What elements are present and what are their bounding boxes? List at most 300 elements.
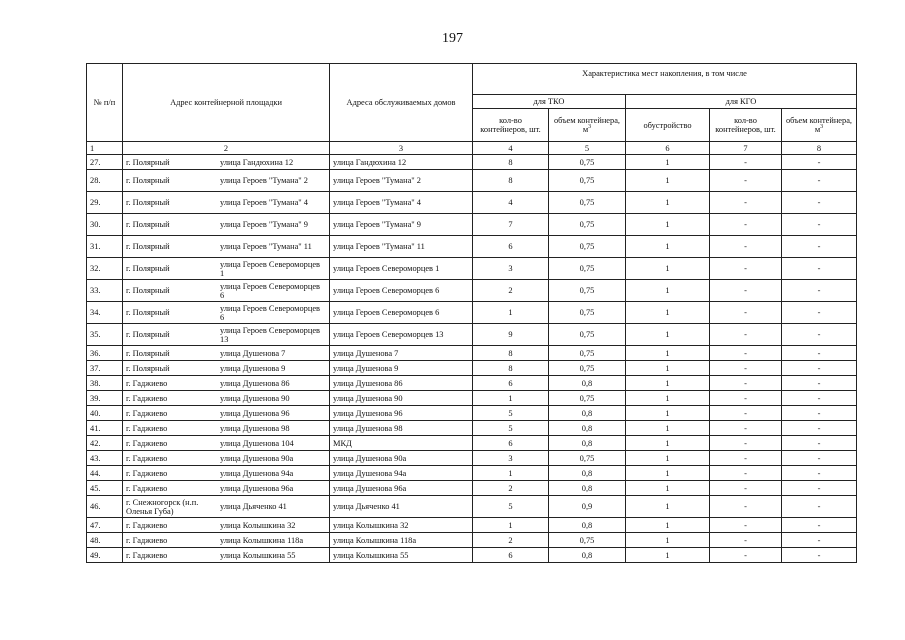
street-address: улица Колышкина 32 — [220, 520, 296, 530]
kgo-volume-cell: - — [782, 170, 857, 192]
tko-volume-cell: 0,75 — [549, 361, 626, 376]
street-address: улица Душенова 104 — [220, 438, 294, 448]
kgo-equipment-cell: 1 — [626, 548, 710, 563]
street-address: улица Душенова 96а — [220, 483, 294, 493]
row-number: 41. — [87, 421, 123, 436]
served-houses-cell: улица Героев Североморцев 6 — [330, 280, 473, 302]
kgo-equipment-cell: 1 — [626, 391, 710, 406]
city-name: г. Гаджиево — [126, 453, 168, 463]
kgo-count-cell: - — [710, 192, 782, 214]
kgo-equipment-cell: 1 — [626, 214, 710, 236]
tko-volume-cell: 0,75 — [549, 533, 626, 548]
kgo-equipment-cell: 1 — [626, 324, 710, 346]
kgo-count-cell: - — [710, 481, 782, 496]
tko-count-cell: 2 — [473, 280, 549, 302]
kgo-volume-cell: - — [782, 361, 857, 376]
site-address — [126, 469, 326, 478]
site-address-cell — [123, 548, 330, 563]
header-kgo-volume — [782, 109, 857, 142]
served-houses-cell: улица Душенова 96а — [330, 481, 473, 496]
header-served-houses: Адреса обслуживаемых домов — [330, 64, 473, 142]
kgo-volume-cell: - — [782, 406, 857, 421]
tko-count-cell: 1 — [473, 302, 549, 324]
site-address-cell — [123, 496, 330, 518]
tko-volume-cell: 0,75 — [549, 258, 626, 280]
city-name: г. Полярный — [126, 348, 170, 358]
site-address — [126, 551, 326, 560]
row-number: 40. — [87, 406, 123, 421]
tko-count-cell: 1 — [473, 518, 549, 533]
site-address-cell — [123, 280, 330, 302]
site-address-cell — [123, 466, 330, 481]
kgo-volume-cell: - — [782, 236, 857, 258]
kgo-count-cell: - — [710, 280, 782, 302]
kgo-count-cell: - — [710, 391, 782, 406]
row-number: 43. — [87, 451, 123, 466]
served-houses-cell: улица Колышкина 55 — [330, 548, 473, 563]
row-number: 35. — [87, 324, 123, 346]
site-address-cell — [123, 346, 330, 361]
col-number: 6 — [626, 142, 710, 155]
city-name: г. Полярный — [126, 308, 170, 317]
row-number: 45. — [87, 481, 123, 496]
tko-count-cell: 9 — [473, 324, 549, 346]
city-name: г. Полярный — [126, 330, 170, 339]
tko-volume-cell: 0,75 — [549, 192, 626, 214]
street-address: улица Героев Североморцев 13 — [220, 325, 321, 344]
row-number: 39. — [87, 391, 123, 406]
header-site-address: Адрес контейнерной площадки — [123, 64, 330, 142]
row-number: 33. — [87, 280, 123, 302]
kgo-count-cell: - — [710, 170, 782, 192]
site-address-cell — [123, 170, 330, 192]
table-row — [87, 496, 857, 518]
served-houses-cell: улица Душенова 98 — [330, 421, 473, 436]
kgo-equipment-cell: 1 — [626, 258, 710, 280]
row-number: 36. — [87, 346, 123, 361]
table-row — [87, 376, 857, 391]
kgo-count-cell: - — [710, 533, 782, 548]
kgo-equipment-cell: 1 — [626, 376, 710, 391]
kgo-equipment-cell: 1 — [626, 302, 710, 324]
city-name: г. Полярный — [126, 286, 170, 295]
city-name: г. Гаджиево — [126, 483, 168, 493]
kgo-equipment-cell: 1 — [626, 421, 710, 436]
kgo-volume-cell: - — [782, 548, 857, 563]
tko-count-cell: 5 — [473, 496, 549, 518]
city-name: г. Гаджиево — [126, 468, 168, 478]
city-name: г. Полярный — [126, 242, 170, 251]
kgo-volume-cell: - — [782, 466, 857, 481]
kgo-equipment-cell: 1 — [626, 533, 710, 548]
tko-volume-cell: 0,75 — [549, 324, 626, 346]
row-number: 28. — [87, 170, 123, 192]
kgo-volume-cell: - — [782, 376, 857, 391]
tko-volume-cell: 0,8 — [549, 406, 626, 421]
col-number: 3 — [330, 142, 473, 155]
table-row — [87, 533, 857, 548]
tko-count-cell: 8 — [473, 170, 549, 192]
kgo-volume-cell: - — [782, 155, 857, 170]
street-address: улица Колышкина 118а — [220, 535, 304, 545]
site-address-cell — [123, 518, 330, 533]
site-address-cell — [123, 302, 330, 324]
kgo-count-cell: - — [710, 466, 782, 481]
header-tko-volume-text: объем контейнера, м — [553, 116, 621, 134]
served-houses-cell: улица Колышкина 32 — [330, 518, 473, 533]
street-address: улица Колышкина 55 — [220, 550, 296, 560]
site-address — [126, 379, 326, 388]
served-houses-cell: улица Душенова 96 — [330, 406, 473, 421]
row-number: 46. — [87, 496, 123, 518]
site-address-cell — [123, 421, 330, 436]
street-address: улица Душенова 86 — [220, 378, 290, 388]
city-name: г. Гаджиево — [126, 520, 168, 530]
served-houses-cell: улица Душенова 86 — [330, 376, 473, 391]
row-number: 44. — [87, 466, 123, 481]
tko-volume-cell: 0,75 — [549, 280, 626, 302]
tko-volume-cell: 0,8 — [549, 518, 626, 533]
site-address — [126, 198, 326, 207]
col-number: 2 — [123, 142, 330, 155]
city-name: г. Гаджиево — [126, 535, 168, 545]
table-row — [87, 236, 857, 258]
street-address: улица Героев "Тумана" 9 — [220, 220, 308, 229]
table-header — [87, 64, 857, 142]
header-kgo-count: кол-во контейнеров, шт. — [710, 109, 782, 142]
col-number: 7 — [710, 142, 782, 155]
tko-volume-cell: 0,8 — [549, 481, 626, 496]
street-address: улица Душенова 98 — [220, 423, 290, 433]
site-address — [126, 498, 326, 516]
table-body — [87, 142, 857, 563]
kgo-count-cell: - — [710, 361, 782, 376]
kgo-equipment-cell: 1 — [626, 280, 710, 302]
kgo-equipment-cell: 1 — [626, 481, 710, 496]
kgo-equipment-cell: 1 — [626, 466, 710, 481]
site-address — [126, 394, 326, 403]
table-row — [87, 170, 857, 192]
kgo-count-cell: - — [710, 155, 782, 170]
row-number: 38. — [87, 376, 123, 391]
table-row — [87, 302, 857, 324]
site-address — [126, 304, 326, 322]
tko-volume-cell: 0,75 — [549, 346, 626, 361]
kgo-count-cell: - — [710, 496, 782, 518]
site-address — [126, 282, 326, 300]
tko-volume-cell: 0,8 — [549, 376, 626, 391]
table-row — [87, 214, 857, 236]
kgo-count-cell: - — [710, 214, 782, 236]
site-address-cell — [123, 155, 330, 170]
site-address-cell — [123, 481, 330, 496]
city-name: г. Гаджиево — [126, 378, 168, 388]
table-row — [87, 361, 857, 376]
site-address-cell — [123, 436, 330, 451]
city-name: г. Полярный — [126, 176, 170, 185]
tko-volume-cell: 0,75 — [549, 236, 626, 258]
kgo-count-cell: - — [710, 236, 782, 258]
city-name: г. Гаджиево — [126, 423, 168, 433]
served-houses-cell: улица Колышкина 118а — [330, 533, 473, 548]
kgo-volume-cell: - — [782, 258, 857, 280]
street-address: улица Душенова 90а — [220, 453, 294, 463]
tko-count-cell: 2 — [473, 481, 549, 496]
tko-count-cell: 2 — [473, 533, 549, 548]
kgo-equipment-cell: 1 — [626, 496, 710, 518]
site-address — [126, 424, 326, 433]
street-address: улица Героев "Тумана" 11 — [220, 242, 312, 251]
table-row — [87, 466, 857, 481]
city-name: г. Снежногорск (н.п. Оленья Губа) — [126, 497, 199, 516]
row-number: 30. — [87, 214, 123, 236]
table-row — [87, 346, 857, 361]
site-address-cell — [123, 391, 330, 406]
kgo-equipment-cell: 1 — [626, 361, 710, 376]
kgo-equipment-cell: 1 — [626, 518, 710, 533]
kgo-count-cell: - — [710, 324, 782, 346]
site-address — [126, 158, 326, 167]
table-row — [87, 548, 857, 563]
street-address: улица Душенова 96 — [220, 408, 290, 418]
tko-count-cell: 3 — [473, 451, 549, 466]
tko-count-cell: 6 — [473, 436, 549, 451]
header-tko-count: кол-во контейнеров, шт. — [473, 109, 549, 142]
kgo-equipment-cell: 1 — [626, 170, 710, 192]
kgo-volume-cell: - — [782, 496, 857, 518]
kgo-volume-cell: - — [782, 391, 857, 406]
row-number: 32. — [87, 258, 123, 280]
served-houses-cell: улица Героев Североморцев 6 — [330, 302, 473, 324]
table-row — [87, 280, 857, 302]
column-number-row — [87, 142, 857, 155]
kgo-volume-cell: - — [782, 302, 857, 324]
header-tko: для ТКО — [473, 95, 626, 109]
col-number: 4 — [473, 142, 549, 155]
row-number: 49. — [87, 548, 123, 563]
tko-volume-cell: 0,75 — [549, 214, 626, 236]
site-address-cell — [123, 214, 330, 236]
tko-count-cell: 8 — [473, 361, 549, 376]
tko-count-cell: 6 — [473, 376, 549, 391]
superscript-3: 3 — [588, 124, 592, 131]
served-houses-cell: улица Героев Североморцев 13 — [330, 324, 473, 346]
street-address: улица Героев "Тумана" 4 — [220, 198, 308, 207]
street-address: улица Героев "Тумана" 2 — [220, 176, 308, 185]
street-address: улица Героев Североморцев 6 — [220, 303, 321, 322]
tko-volume-cell: 0,75 — [549, 391, 626, 406]
kgo-equipment-cell: 1 — [626, 155, 710, 170]
kgo-volume-cell: - — [782, 481, 857, 496]
city-name: г. Гаджиево — [126, 438, 168, 448]
kgo-count-cell: - — [710, 258, 782, 280]
table-row — [87, 258, 857, 280]
street-address: улица Душенова 7 — [220, 348, 286, 358]
tko-volume-cell: 0,8 — [549, 436, 626, 451]
site-address — [126, 349, 326, 358]
served-houses-cell: улица Героев "Тумана" 4 — [330, 192, 473, 214]
site-address — [126, 439, 326, 448]
kgo-equipment-cell: 1 — [626, 192, 710, 214]
col-number: 5 — [549, 142, 626, 155]
city-name: г. Полярный — [126, 363, 170, 373]
kgo-count-cell: - — [710, 346, 782, 361]
tko-count-cell: 1 — [473, 391, 549, 406]
header-kgo-volume-text: объем контейнера, м — [785, 116, 853, 134]
superscript-3: 3 — [820, 124, 824, 131]
city-name: г. Гаджиево — [126, 393, 168, 403]
tko-count-cell: 8 — [473, 155, 549, 170]
row-number: 34. — [87, 302, 123, 324]
kgo-volume-cell: - — [782, 214, 857, 236]
header-tko-volume — [549, 109, 626, 142]
served-houses-cell: улица Героев "Тумана" 2 — [330, 170, 473, 192]
site-address-cell — [123, 376, 330, 391]
site-address — [126, 260, 326, 278]
city-name: г. Полярный — [126, 198, 170, 207]
served-houses-cell: улица Душенова 90 — [330, 391, 473, 406]
site-address-cell — [123, 192, 330, 214]
street-address: улица Гандюхина 12 — [220, 157, 294, 167]
table-row — [87, 481, 857, 496]
tko-volume-cell: 0,75 — [549, 170, 626, 192]
city-name: г. Гаджиево — [126, 550, 168, 560]
kgo-equipment-cell: 1 — [626, 346, 710, 361]
kgo-count-cell: - — [710, 548, 782, 563]
tko-volume-cell: 0,8 — [549, 421, 626, 436]
header-characteristics: Характеристика мест накопления, в том числе — [473, 64, 857, 95]
site-address — [126, 242, 326, 251]
kgo-count-cell: - — [710, 518, 782, 533]
street-address: улица Героев Североморцев 1 — [220, 259, 321, 278]
site-address-cell — [123, 533, 330, 548]
site-address — [126, 536, 326, 545]
tko-volume-cell: 0,9 — [549, 496, 626, 518]
site-address — [126, 326, 326, 344]
site-address — [126, 484, 326, 493]
tko-count-cell: 8 — [473, 346, 549, 361]
site-address — [126, 364, 326, 373]
page-number: 197 — [442, 31, 463, 46]
street-address: улица Душенова 94а — [220, 468, 294, 478]
kgo-equipment-cell: 1 — [626, 406, 710, 421]
city-name: г. Полярный — [126, 220, 170, 229]
tko-volume-cell: 0,8 — [549, 466, 626, 481]
kgo-count-cell: - — [710, 406, 782, 421]
city-name: г. Гаджиево — [126, 408, 168, 418]
street-address: улица Душенова 90 — [220, 393, 290, 403]
table-row — [87, 406, 857, 421]
container-sites-table — [86, 63, 857, 563]
row-number: 42. — [87, 436, 123, 451]
city-name: г. Полярный — [126, 157, 170, 167]
table-row — [87, 192, 857, 214]
kgo-volume-cell: - — [782, 421, 857, 436]
site-address — [126, 409, 326, 418]
kgo-equipment-cell: 1 — [626, 236, 710, 258]
tko-volume-cell: 0,8 — [549, 548, 626, 563]
site-address — [126, 454, 326, 463]
table-row — [87, 155, 857, 170]
kgo-volume-cell: - — [782, 280, 857, 302]
row-number: 47. — [87, 518, 123, 533]
kgo-equipment-cell: 1 — [626, 436, 710, 451]
served-houses-cell: улица Душенова 90а — [330, 451, 473, 466]
street-address: улица Героев Североморцев 6 — [220, 281, 321, 300]
site-address — [126, 176, 326, 185]
tko-volume-cell: 0,75 — [549, 302, 626, 324]
tko-volume-cell: 0,75 — [549, 155, 626, 170]
kgo-volume-cell: - — [782, 436, 857, 451]
tko-count-cell: 5 — [473, 421, 549, 436]
row-number: 29. — [87, 192, 123, 214]
kgo-count-cell: - — [710, 302, 782, 324]
served-houses-cell: МКД — [330, 436, 473, 451]
served-houses-cell: улица Гандюхина 12 — [330, 155, 473, 170]
site-address-cell — [123, 324, 330, 346]
tko-count-cell: 6 — [473, 236, 549, 258]
site-address-cell — [123, 451, 330, 466]
header-kgo-equipment: обустройство — [626, 109, 710, 142]
kgo-volume-cell: - — [782, 518, 857, 533]
kgo-volume-cell: - — [782, 192, 857, 214]
kgo-volume-cell: - — [782, 533, 857, 548]
table-row — [87, 451, 857, 466]
tko-count-cell: 4 — [473, 192, 549, 214]
site-address — [126, 521, 326, 530]
street-address: улица Душенова 9 — [220, 363, 286, 373]
tko-count-cell: 5 — [473, 406, 549, 421]
tko-count-cell: 3 — [473, 258, 549, 280]
tko-count-cell: 7 — [473, 214, 549, 236]
tko-count-cell: 1 — [473, 466, 549, 481]
served-houses-cell: улица Душенова 94а — [330, 466, 473, 481]
served-houses-cell: улица Героев "Тумана" 11 — [330, 236, 473, 258]
site-address-cell — [123, 406, 330, 421]
served-houses-cell: улица Душенова 9 — [330, 361, 473, 376]
served-houses-cell: улица Дьяченко 41 — [330, 496, 473, 518]
kgo-count-cell: - — [710, 421, 782, 436]
table-row — [87, 436, 857, 451]
city-name: г. Полярный — [126, 264, 170, 273]
served-houses-cell: улица Душенова 7 — [330, 346, 473, 361]
row-number: 31. — [87, 236, 123, 258]
row-number: 37. — [87, 361, 123, 376]
kgo-count-cell: - — [710, 451, 782, 466]
site-address — [126, 220, 326, 229]
kgo-equipment-cell: 1 — [626, 451, 710, 466]
col-number: 1 — [87, 142, 123, 155]
kgo-count-cell: - — [710, 436, 782, 451]
kgo-count-cell: - — [710, 376, 782, 391]
table-row — [87, 421, 857, 436]
table-row — [87, 518, 857, 533]
site-address-cell — [123, 361, 330, 376]
site-address-cell — [123, 236, 330, 258]
header-kgo: для КГО — [626, 95, 857, 109]
col-number: 8 — [782, 142, 857, 155]
table-row — [87, 391, 857, 406]
kgo-volume-cell: - — [782, 346, 857, 361]
header-num: № п/п — [87, 64, 123, 142]
table-row — [87, 324, 857, 346]
kgo-volume-cell: - — [782, 324, 857, 346]
tko-count-cell: 6 — [473, 548, 549, 563]
kgo-volume-cell: - — [782, 451, 857, 466]
served-houses-cell: улица Героев Североморцев 1 — [330, 258, 473, 280]
served-houses-cell: улица Героев "Тумана" 9 — [330, 214, 473, 236]
tko-volume-cell: 0,75 — [549, 451, 626, 466]
